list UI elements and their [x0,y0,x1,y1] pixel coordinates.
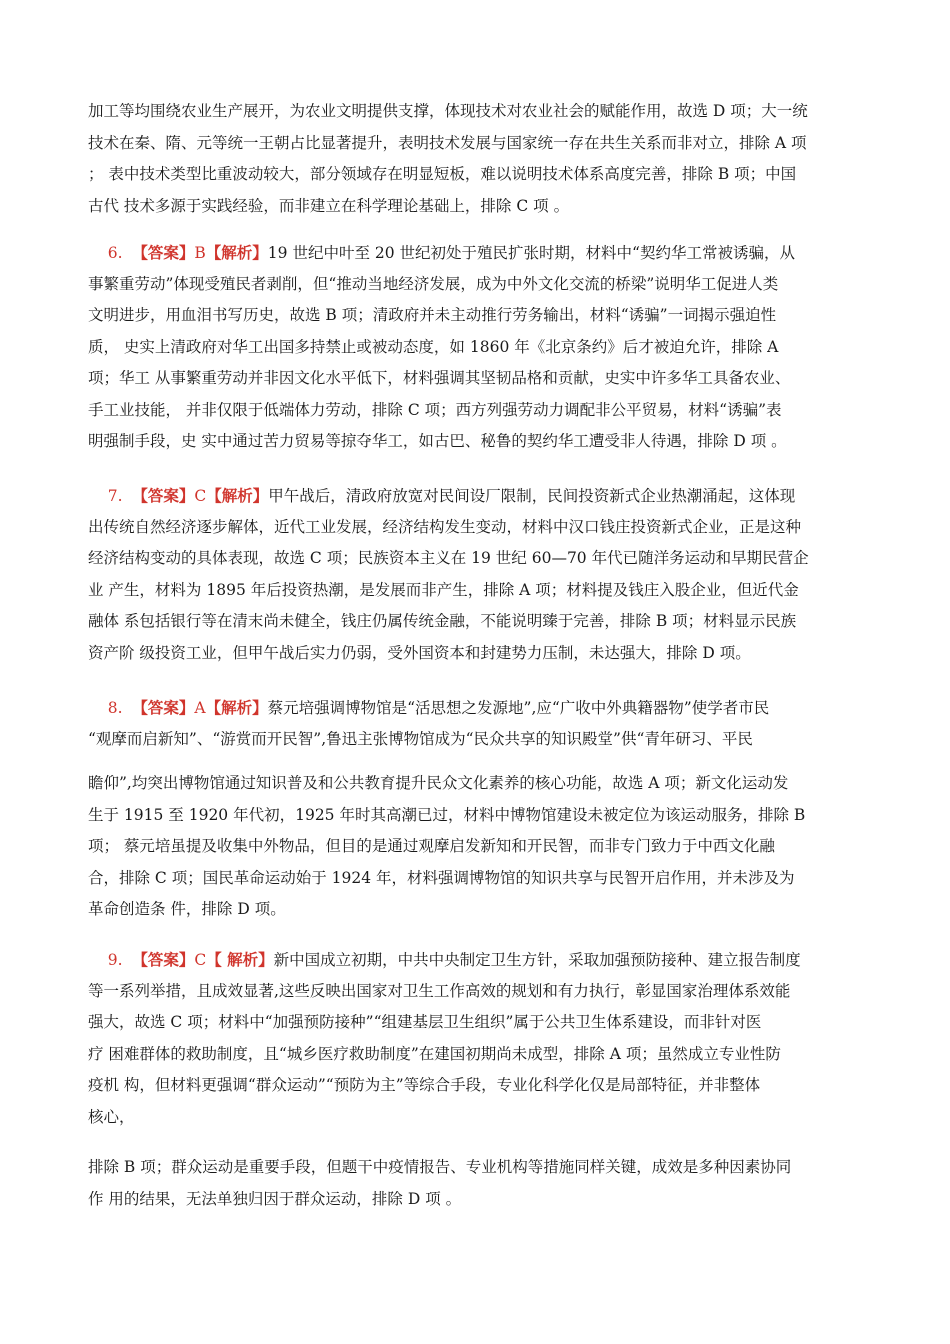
text-line: 文明进步，用血泪书写历史，故选 B 项；清政府并未主动推行劳务输出，材料“诱骗”一词揭示强迫性 [88,306,777,324]
analysis-label: 【解析】 [206,486,269,505]
question-8-first-line [88,692,864,724]
question-6-first-line [88,237,864,269]
text-line: 出传统自然经济逐步解体，近代工业发展，经济结构发生变动，材料中汉口钱庄投资新式企业，正是这种 [88,517,802,536]
text-line: “观摩而启新知”、“游赏而开民智”,鲁迅主张博物馆成为“民众共享的知识殿堂”供“青年研习、平民 [88,729,753,748]
answer-label: 【答案】 [132,243,195,262]
analysis-text: 蔡元培强调博物馆是“活思想之发源地”,应“广收中外典籍器物”使学者市民 [267,699,770,717]
text-line: 核心， [88,1107,135,1126]
answer-value: B [194,244,206,262]
text-line: 作 用的结果，无法单独归因于群众运动，排除 D 项 。 [88,1189,462,1208]
question-9-first-line [88,944,864,976]
text-line: 质， 史实上清政府对华工出国多持禁止或被动态度，如 1860 年《北京条约》后才被迫允许，排除 A [88,337,779,356]
question-6-explanation [88,237,864,458]
text-line: 瞻仰”,均突出博物馆通过知识普及和公共教育提升民众文化素养的核心功能，故选 A 项；新文化运动发 [88,774,789,792]
answer-label: 【答案】 [132,486,195,505]
text-line: 经济结构变动的具体表现，故选 C 项；民族资本主义在 19 世纪 60—70 年代已随洋务运动和早期民营企 [88,549,809,567]
question-9-explanation [88,944,864,1133]
answer-label: 【答案】 [132,698,195,717]
analysis-text: 新中国成立初期，中共中央制定卫生方针，采取加强预防接种、建立报告制度 [273,951,801,969]
text-line: 融体 系包括银行等在清末尚未健全，钱庄仍属传统金融，不能说明臻于完善，排除 B 项；材料显示民族 [88,612,797,630]
question-8-continuation [88,768,864,926]
text-line: 古代 技术多源于实践经验，而非建立在科学理论基础上，排除 C 项 。 [88,196,570,215]
question-number: 9. [107,951,123,969]
analysis-text: 甲午战后，清政府放宽对民间设厂限制，民间投资新式企业热潮涌起，这体现 [268,487,796,505]
analysis-label: 【解析】 [205,243,268,262]
text-line: 生于 1915 至 1920 年代初，1925 年时其高潮已过，材料中博物馆建设未被定位为该运动服务，排除 B [88,805,806,824]
answer-value: A [194,699,206,717]
text-line: ； 表中技术类型比重波动较大，部分领域存在明显短板，难以说明技术体系高度完善，排除 B 项；中国 [88,165,797,183]
text-line: 加工等均围绕农业生产展开，为农业文明提供支撑，体现技术对农业社会的赋能作用，故选 D 项；大一统 [88,102,808,120]
text-line: 等一系列举措，且成效显著,这些反映出国家对卫生工作高效的规划和有力执行，彰显国家治理体系效能 [88,981,791,1000]
analysis-text: 19 世纪中叶至 20 世纪初处于殖民扩张时期，材料中“契约华工常被诱骗，从 [267,244,795,262]
text-line: 疫机 构，但材料更强调“群众运动”“预防为主”等综合手段，专业化科学化仅是局部特征，并非整体 [88,1076,761,1094]
text-line: 项；华工 从事繁重劳动并非因文化水平低下，材料强调其坚韧品格和贡献，史实中许多华工具备农业、 [88,369,791,387]
answer-label: 【答案】 [132,950,195,969]
analysis-label: 【 解析】 [206,950,274,969]
text-line: 明强制手段，史 实中通过苦力贸易等掠夺华工，如古巴、秘鲁的契约华工遭受非人待遇，排除 D 项 。 [88,432,787,450]
text-line: 项； 蔡元培虽提及收集中外物品，但目的是通过观摩启发新知和开民智，而非专门致力于中西文化融 [88,837,775,855]
question-number: 8. [107,699,123,717]
text-line: 排除 B 项；群众运动是重要手段，但题干中疫情报告、专业机构等措施同样关键，成效是多种因素协同 [88,1158,792,1176]
text-line: 事繁重劳动”体现受殖民者剥削，但“推动当地经济发展，成为中外文化交流的桥梁”说明华工促进人类 [88,274,779,293]
question-7-explanation [88,480,864,669]
answer-value: C [194,951,207,969]
question-7-first-line [88,480,864,512]
text-line: 资产阶 级投资工业，但甲午战后实力仍弱，受外国资本和封建势力压制，未达强大，排除 D 项。 [88,643,751,662]
analysis-label: 【解析】 [205,698,268,717]
question-9-continuation [88,1152,864,1215]
text-line: 技术在秦、隋、元等统一王朝占比显著提升，表明技术发展与国家统一存在共生关系而非对立，排除 A 项 [88,133,807,152]
text-line: 合，排除 C 项；国民革命运动始于 1924 年，材料强调博物馆的知识共享与民智开启作用，并未涉及为 [88,868,795,887]
text-line: 手工业技能， 并非仅限于低端体力劳动，排除 C 项；西方列强劳动力调配非公平贸易，材料“诱骗”表 [88,400,782,419]
question-8-explanation [88,692,864,755]
question-number: 7. [107,487,123,505]
paragraph-continuation [88,96,864,222]
text-line: 疗 困难群体的救助制度，且“城乡医疗救助制度”在建国初期尚未成型，排除 A 项；虽然成立专业性防 [88,1044,781,1063]
text-line: 强大，故选 C 项；材料中“加强预防接种”“组建基层卫生组织”属于公共卫生体系建设，而非针对医 [88,1013,762,1031]
text-line: 革命创造条 件，排除 D 项。 [88,900,286,918]
text-line: 业 产生，材料为 1895 年后投资热潮，是发展而非产生，排除 A 项；材料提及钱庄入股企业，但近代金 [88,580,799,599]
answer-value: C [194,487,207,505]
question-number: 6. [107,244,123,262]
